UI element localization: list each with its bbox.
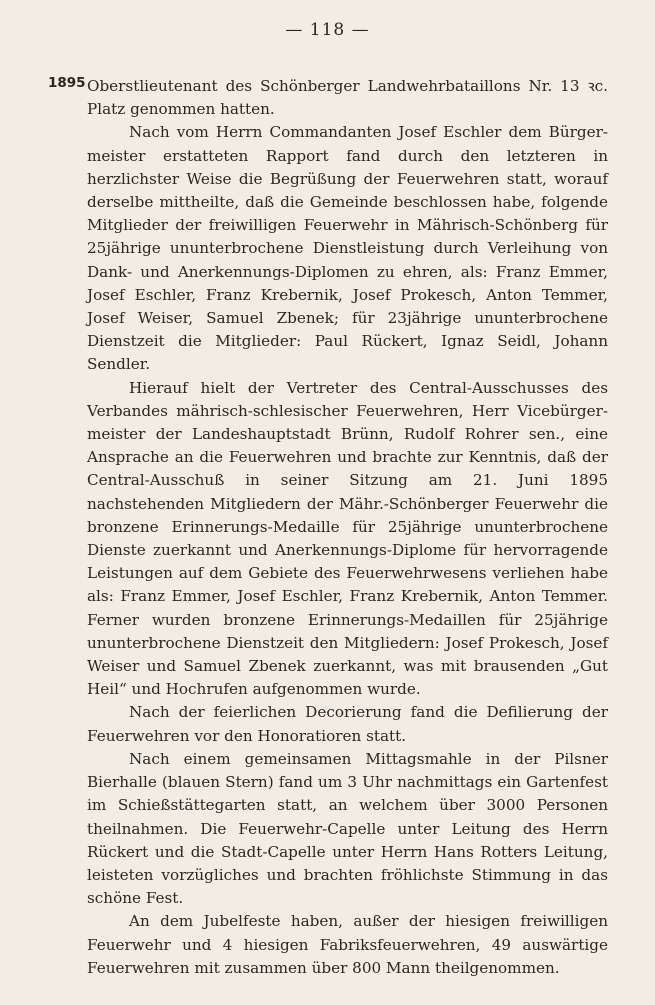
body-text bbox=[87, 75, 608, 980]
paragraph-6: An dem Jubelfeste haben, außer der hiesigen freiwilligen Feuerwehr und 4 hiesigen Fabriksfeuerwehren, 49 auswärtige Feuerwehren mit zusammen über 800 Mann theilgenommen. bbox=[87, 912, 608, 977]
margin-year: 1895 bbox=[48, 75, 86, 91]
paragraph-2: Nach vom Herrn Commandanten Josef Eschler dem Bürgermeister erstatteten Rapport fand durch den letzteren in herzlichster Weise die Begrüßung der Feuerwehren statt, worauf derselbe mittheilte, daß die Gemeinde beschlossen habe, folgende Mitglieder der freiwilligen Feuerwehr in Mährisch-Schönberg für 25jährige ununterbrochene Dienstleistung durch Verleihung von Dank- und Anerkennungs-Diplomen zu ehren, als: Franz Emmer, Josef Eschler, Franz Krebernik, Josef Prokesch, Anton Temmer, Josef Weiser, Samuel Zbenek; für 23jährige ununterbrochene Dienstzeit die Mitglieder: Paul Rückert, Ignaz Seidl, Johann Sendler. bbox=[87, 123, 608, 374]
paragraph-4: Nach der feierlichen Decorierung fand die Defilierung der Feuerwehren vor den Honoratioren statt. bbox=[87, 703, 608, 745]
paragraph-5: Nach einem gemeinsamen Mittagsmahle in der Pilsner Bierhalle (blauen Stern) fand um 3 Uhr nachmittags ein Gartenfest im Schießstättegarten statt, an welchem über 3000 Personen theilnahmen. Die Feuerwehr-Capelle unter Leitung des Herrn Rückert und die Stadt-Capelle unter Herrn Hans Rotters Leitung, leisteten vorzügliches und brachten fröhlichste Stimmung in das schöne Fest. bbox=[87, 749, 608, 908]
page-number: — 118 — bbox=[285, 20, 370, 40]
paragraph-3: Hierauf hielt der Vertreter des Central-Ausschusses des Verbandes mährisch-schlesischer Feuerwehren, Herr Vicebürgermeister der Landeshauptstadt Brünn, Rudolf Rohrer sen., eine Ansprache an die Feuerwehren und brachte zur Kenntnis, daß der Central-Ausschuß in seiner Sitzung am 21. Juni 1895 nachstehenden Mitgliedern der Mähr.-Schönberger Feuerwehr die bronzene Erinnerungs-Medaille für 25jährige ununterbrochene Dienste zuerkannt und Anerkennungs-Diplome für hervorragende Leistungen auf dem Gebiete des Feuerwehrwesens verliehen habe als: Franz Emmer, Josef Eschler, Franz Krebernik, Anton Temmer. Ferner wurden bronzene Erinnerungs-Medaillen für 25jährige ununterbrochene Dienstzeit den Mitgliedern: Josef Prokesch, Josef Weiser und Samuel Zbenek zuerkannt, was mit brausenden „Gut Heil“ und Hochrufen aufgenommen wurde. bbox=[87, 378, 608, 699]
paragraph-1: Oberstlieutenant des Schönberger Landwehrbataillons Nr. 13 ꝛc. Platz genommen hatten. bbox=[87, 77, 608, 119]
